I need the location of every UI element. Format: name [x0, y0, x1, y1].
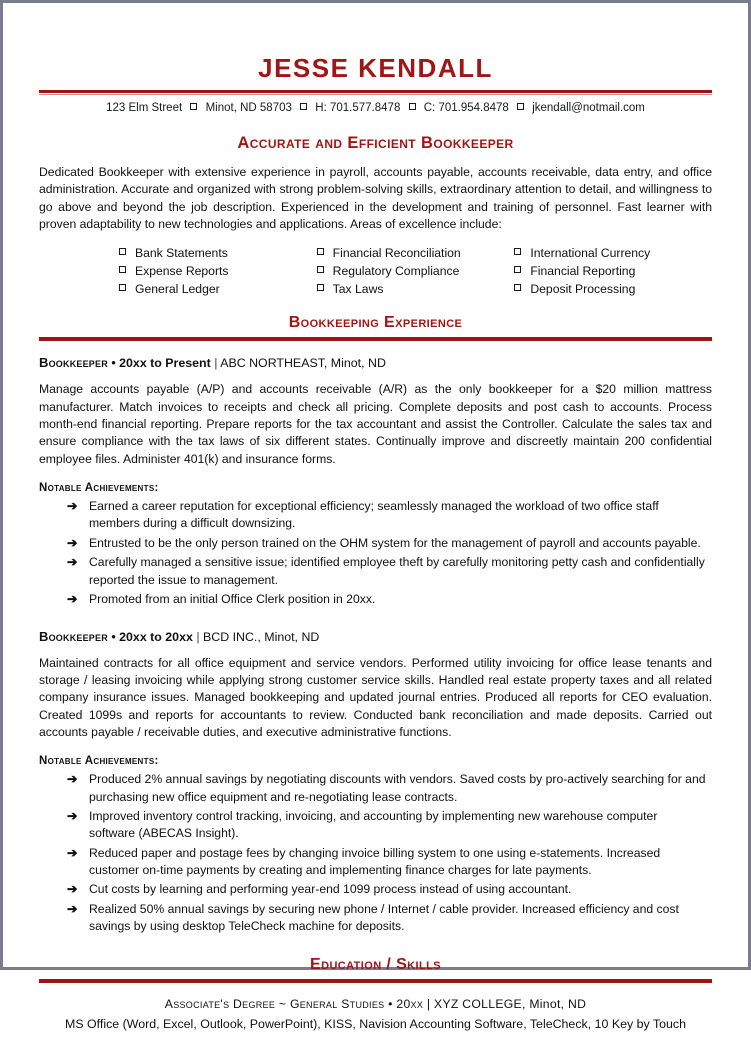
job-dates: • 20xx to Present: [111, 356, 211, 371]
education-school: XYZ COLLEGE, Minot, ND: [434, 996, 587, 1011]
list-item: [67, 771, 706, 806]
arrow-bullet-icon: ➔: [67, 845, 78, 860]
skills-column-1: [119, 245, 317, 298]
achievements-label: Notable Achievements:: [39, 755, 159, 768]
list-item: [67, 498, 706, 533]
square-bullet-icon: [300, 103, 307, 110]
square-bullet-icon: [514, 284, 521, 291]
professional-summary: Dedicated Bookkeeper with extensive experience in payroll, accounts payable, accounts receivable, data entry, and office administration. Accurate and organized with strong problem-solving skills, extraordinary attention to detail, and willingness to go above and beyond the job description. Experienced in the development and training of personnel. Fast learner with proven adaptability to new technologies and applications. Areas of excellence include:: [39, 164, 712, 231]
list-item: [67, 591, 706, 609]
job-dates: • 20xx to 20xx: [111, 629, 193, 644]
list-item: [67, 845, 706, 880]
list-item: [67, 554, 706, 589]
section-title-experience: Bookkeeping Experience: [288, 314, 463, 332]
areas-of-excellence-list: [39, 245, 712, 298]
skill-label: General Ledger: [135, 281, 220, 296]
education-degree: Associate's Degree ~ General Studies • 20xx: [164, 996, 424, 1011]
contact-email: jkendall@notmail.com: [532, 102, 645, 114]
resume-content: [3, 3, 748, 1041]
skill-label: International Currency: [530, 246, 651, 261]
list-item: [514, 263, 712, 281]
achievements-list: [39, 498, 712, 609]
arrow-bullet-icon: ➔: [67, 808, 78, 823]
contact-home-phone: H: 701.577.8478: [315, 102, 401, 114]
header-rule-thin: [39, 94, 712, 95]
section-spacer: [39, 940, 712, 956]
arrow-bullet-icon: ➔: [67, 882, 78, 897]
achievement-text: Cut costs by learning and performing year-end 1099 process instead of using accountant.: [89, 882, 572, 897]
job-spacer: [39, 613, 712, 629]
list-item: [317, 281, 515, 299]
professional-headline: Accurate and Efficient Bookkeeper: [237, 133, 514, 152]
square-bullet-icon: [317, 266, 324, 273]
job-header: [39, 629, 712, 646]
section-rule: [39, 337, 712, 341]
job-separator: |: [196, 629, 200, 644]
header-rule: [39, 90, 712, 93]
skill-label: Bank Statements: [135, 246, 228, 261]
list-item: [317, 245, 515, 263]
skill-label: Expense Reports: [135, 263, 229, 278]
achievement-text: Realized 50% annual savings by securing new phone / Internet / cable provider. Increased efficiency and cost savings by using desktop TeleCheck machine for deposits.: [89, 901, 679, 934]
job-header: [39, 355, 712, 372]
achievements-list: [39, 771, 712, 935]
achievement-text: Improved inventory control tracking, invoicing, and accounting by implementing new warehouse computer software (ABECAS Insight).: [89, 808, 658, 841]
square-bullet-icon: [514, 248, 521, 255]
skills-column-2: [317, 245, 515, 298]
job-entry: [39, 355, 712, 608]
job-entry: [39, 629, 712, 936]
achievement-text: Reduced paper and postage fees by changing invoice billing system to one using e-statements. Increased customer on-time payments by creating and implementing finance charges for late payments.: [89, 845, 661, 877]
arrow-bullet-icon: ➔: [67, 901, 78, 916]
job-company: BCD INC., Minot, ND: [202, 629, 320, 644]
achievement-text: Produced 2% annual savings by negotiating discounts with vendors. Saved costs by pro-actively searching for and purchasing new office equipment and re-negotiating lease contracts.: [89, 772, 706, 804]
skill-label: Financial Reconciliation: [332, 246, 461, 261]
job-description: Manage accounts payable (A/P) and accounts receivable (A/R) as the only bookkeeper for a $20 million mattress manufacturer. Match invoices to receipts and check all pricing. Complete deposits and post cash to accounts. Process month-end financial reporting. Prepare reports for the tax accountant and assist the Controller. Calculate the sales tax and ensure compliance with the tax laws of six different states. Continually improve and discreetly maintain 200 confidential employee files. Administer 401(k) and insurance forms.: [39, 382, 712, 466]
square-bullet-icon: [119, 266, 126, 273]
job-title: Bookkeeper: [39, 355, 108, 371]
contact-line: [39, 101, 712, 116]
square-bullet-icon: [409, 103, 416, 110]
list-item: [119, 263, 317, 281]
arrow-bullet-icon: ➔: [67, 498, 78, 513]
achievement-text: Entrusted to be the only person trained on the OHM system for the management of payroll and accounts payable.: [89, 535, 701, 550]
achievement-text: Promoted from an initial Office Clerk position in 20xx.: [89, 591, 376, 606]
skill-label: Regulatory Compliance: [332, 263, 460, 278]
job-title: Bookkeeper: [39, 628, 108, 644]
arrow-bullet-icon: ➔: [67, 555, 78, 570]
achievement-text: Carefully managed a sensitive issue; identified employee theft by carefully monitoring petty cash and confidentially reported the issue to management.: [89, 555, 705, 587]
square-bullet-icon: [517, 103, 524, 110]
list-item: [514, 245, 712, 263]
list-item: [119, 245, 317, 263]
contact-city-state-zip: Minot, ND 58703: [205, 102, 292, 114]
list-item: [67, 535, 706, 553]
section-rule: [39, 979, 712, 983]
section-title-education: Education / Skills: [310, 955, 441, 973]
job-company: ABC NORTHEAST, Minot, ND: [220, 356, 386, 371]
achievements-label: Notable Achievements:: [39, 481, 159, 494]
list-item: [119, 281, 317, 299]
contact-address: 123 Elm Street: [106, 102, 183, 114]
skill-label: Tax Laws: [332, 281, 384, 296]
square-bullet-icon: [119, 284, 126, 291]
square-bullet-icon: [119, 248, 126, 255]
square-bullet-icon: [190, 103, 197, 110]
candidate-name: JESSE KENDALL: [258, 53, 493, 83]
achievement-text: Earned a career reputation for exceptional efficiency; seamlessly managed the workload of two office staff members during a difficult downsizing.: [89, 498, 659, 531]
skills-column-3: [514, 245, 712, 298]
arrow-bullet-icon: ➔: [67, 591, 78, 606]
skill-label: Deposit Processing: [530, 281, 636, 296]
square-bullet-icon: [514, 266, 521, 273]
technical-skills-line: MS Office (Word, Excel, Outlook, PowerPoint), KISS, Navision Accounting Software, TeleCheck, 10 Key by Touch: [65, 1016, 686, 1031]
square-bullet-icon: [317, 284, 324, 291]
job-separator: |: [214, 356, 218, 371]
skill-label: Financial Reporting: [530, 263, 636, 278]
list-item: [67, 901, 706, 936]
education-separator: |: [426, 996, 431, 1011]
arrow-bullet-icon: ➔: [67, 535, 78, 550]
contact-cell-phone: C: 701.954.8478: [423, 102, 509, 114]
job-description: Maintained contracts for all office equipment and service vendors. Performed utility invoicing for office lease tenants and storage / leasing invoicing while applying strong customer service skills. Handled real estate property taxes and all related company insurance issues. Managed bookkeeping and updated journal entries. Produced all reports for CEO evaluation. Created 1099s and reports for accountants to review. Conducted bank reconciliation and made deposits. Carried out accounts payable / receivable duties, and executive administrative functions.: [39, 655, 712, 739]
arrow-bullet-icon: ➔: [67, 772, 78, 787]
list-item: [67, 808, 706, 843]
square-bullet-icon: [317, 248, 324, 255]
list-item: [514, 281, 712, 299]
list-item: [317, 263, 515, 281]
list-item: [67, 881, 706, 899]
education-degree-line: [39, 997, 712, 1011]
